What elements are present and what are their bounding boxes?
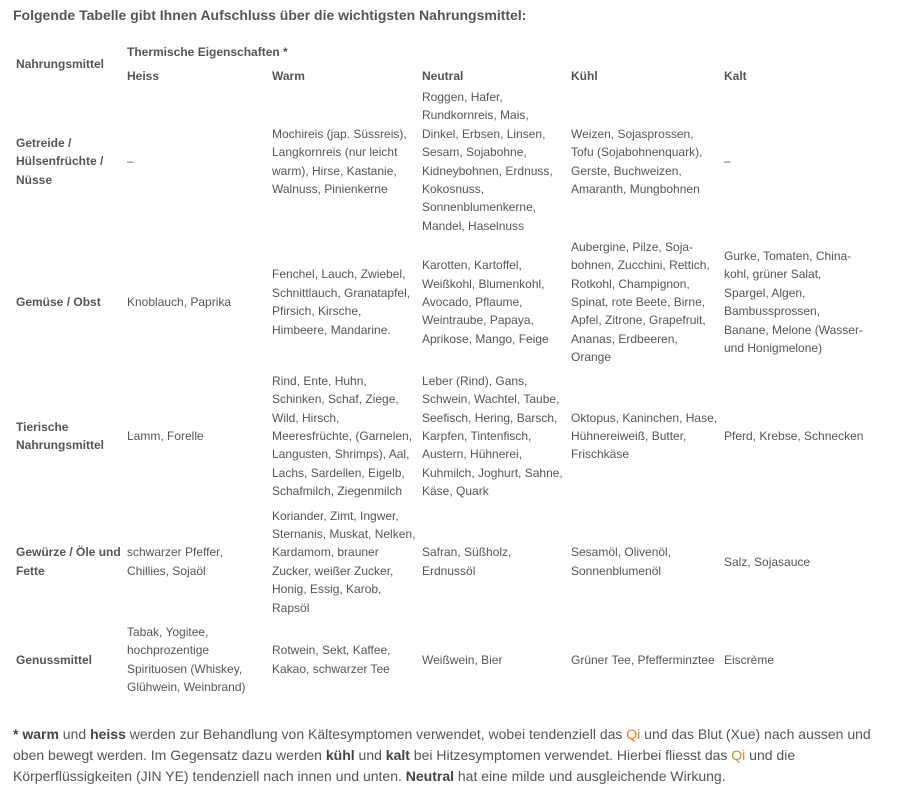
cell-warm: Koriander, Zimt, Ingwer, Sternanis, Muskat, Nelken, Kardamom, brauner Zucker, weißer Zucker, Honig, Essig, Karob, Rapsöl	[272, 508, 416, 615]
cell-kuehl: Weizen, Sojasprossen, Tofu (Sojabohnenquark), Gerste, Buchweizen, Amaranth, Mungbohnen	[571, 126, 703, 197]
header-kuehl: Kühl	[571, 68, 598, 83]
table-subheader-row	[13, 64, 871, 88]
cell-kalt: –	[724, 154, 731, 169]
footnote-text: hat eine milde und ausgleichende Wirkung.	[454, 768, 726, 784]
footnote-kalt: kalt	[385, 747, 410, 763]
footnote-neutral: Neutral	[405, 768, 454, 784]
cell-kuehl: Aubergine, Pilze, Soja-bohnen, Zucchini, Rettich, Rotkohl, Champignon, Spinat, rote Beete, Birne, Apfel, Zitrone, Grapefruit, Ananas, Erdbeeren, Orange	[571, 239, 710, 365]
cell-kalt: Gurke, Tomaten, China-kohl, grüner Salat, Spargel, Algen, Bambussprossen, Banane, Melone (Wasser- und Honigmelone)	[724, 249, 863, 356]
cell-neutral: Karotten, Kartoffel, Weißkohl, Blumenkohl, Avocado, Pflaume, Weintraube, Papaya, Aprikose, Mango, Feige	[422, 258, 549, 346]
table-row	[13, 503, 871, 620]
cell-heiss: –	[127, 154, 134, 169]
cell-neutral: Roggen, Hafer, Rundkornreis, Mais, Dinkel, Erbsen, Linsen, Sesam, Sojabohne, Kidneybohnen, Erdnuss, Kokosnuss, Sonnenblumenkerne, Mandel, Haselnuss	[422, 90, 553, 233]
qi-link[interactable]: Qi	[626, 726, 641, 742]
footnote-heiss: heiss	[90, 726, 126, 742]
row-label: Getreide / Hülsenfrüchte / Nüsse	[16, 136, 104, 187]
cell-heiss: schwarzer Pfeffer, Chillies, Sojaöl	[127, 545, 223, 578]
cell-warm: Mochireis (jap. Süssreis), Langkornreis (nur leicht warm), Hirse, Kastanie, Walnuss, Pinienkerne	[272, 126, 407, 197]
row-label: Gewürze / Öle und Fette	[16, 545, 121, 578]
header-heiss: Heiss	[127, 68, 160, 83]
cell-kuehl: Sesamöl, Olivenöl, Sonnenblumenöl	[571, 545, 672, 578]
footnote-text: und	[58, 726, 91, 742]
intro-heading: Folgende Tabelle gibt Ihnen Aufschluss über die wichtigsten Nahrungsmittel:	[13, 7, 527, 23]
cell-heiss: Knoblauch, Paprika	[127, 295, 232, 310]
cell-warm: Rotwein, Sekt, Kaffee, Kakao, schwarzer Tee	[272, 643, 391, 676]
header-neutral: Neutral	[422, 68, 464, 83]
footnote	[13, 724, 903, 787]
cell-kuehl: Grüner Tee, Pfefferminztee	[571, 652, 715, 667]
footnote-text: und das Blut (Xue) nach aussen und oben bewegt werden. Im Gegensatz dazu werden	[13, 726, 871, 763]
row-label: Gemüse / Obst	[16, 295, 101, 310]
header-kalt: Kalt	[724, 68, 747, 83]
row-label: Tierische Nahrungsmittel	[16, 419, 105, 453]
table-header-row	[13, 40, 871, 64]
cell-kalt: Salz, Sojasauce	[724, 554, 811, 569]
header-nahrungsmittel: Nahrungsmittel	[16, 56, 105, 71]
cell-kuehl: Oktopus, Kaninchen, Hase, Hühnereiweiß, Butter, Frischkäse	[571, 410, 718, 462]
footnote-warm: * warm	[13, 726, 59, 742]
header-thermische-eigenschaften: Thermische Eigenschaften *	[127, 44, 288, 59]
table-row	[13, 620, 871, 699]
header-warm: Warm	[272, 68, 305, 83]
cell-neutral: Weißwein, Bier	[422, 652, 503, 667]
footnote-text: und	[354, 747, 386, 763]
row-label: Genussmittel	[16, 652, 93, 667]
cell-kalt: Pferd, Krebse, Schnecken	[724, 429, 864, 444]
footnote-text: und die Körperflüssigkeiten (JIN YE) tendenziell nach innen und unten.	[13, 747, 796, 784]
cell-neutral: Leber (Rind), Gans, Schwein, Wachtel, Taube, Seefisch, Hering, Barsch, Karpfen, Tintenfisch, Austern, Hühnerei, Kuhmilch, Joghurt, Sahne, Käse, Quark	[422, 373, 563, 499]
cell-kalt: Eiscrème	[724, 652, 775, 667]
cell-heiss: Tabak, Yogitee, hochprozentige Spirituosen (Whiskey, Glühwein, Weinbrand)	[127, 624, 246, 695]
cell-heiss: Lamm, Forelle	[127, 429, 204, 444]
food-properties-table	[13, 40, 871, 699]
qi-link[interactable]: Qi	[731, 747, 746, 763]
cell-neutral: Safran, Süßholz, Erdnussöl	[422, 545, 512, 578]
table-row	[13, 235, 871, 369]
cell-warm: Fenchel, Lauch, Zwiebel, Schnittlauch, Granatapfel, Pfirsich, Kirsche, Himbeere, Mandarine.	[272, 267, 411, 337]
table-row	[13, 369, 871, 503]
footnote-text: bei Hitzesymptomen verwendet. Hierbei fliesst das	[409, 747, 732, 763]
footnote-text: werden zur Behandlung von Kältesymptomen verwendet, wobei tendenziell das	[125, 726, 627, 742]
cell-warm: Rind, Ente, Huhn, Schinken, Schaf, Ziege, Wild, Hirsch, Meeresfrüchte, (Garnelen, Langusten, Shrimps), Aal, Lachs, Sardellen, Eigelb, Schafmilch, Ziegenmilch	[272, 373, 413, 499]
footnote-kuehl: kühl	[325, 747, 355, 763]
table-row	[13, 88, 871, 235]
